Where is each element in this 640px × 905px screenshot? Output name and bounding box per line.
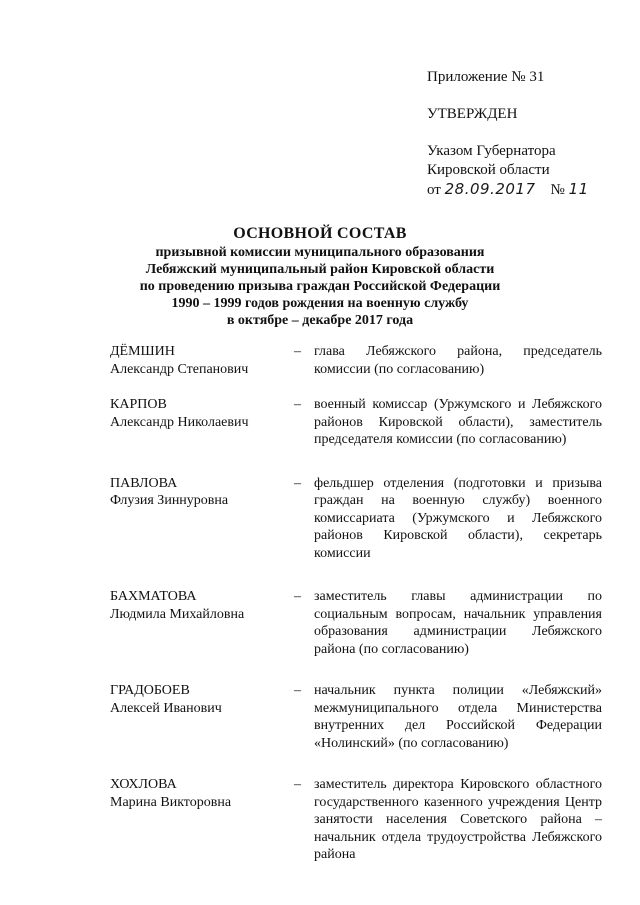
member-given-names: Александр Степанович [110,361,249,377]
member-given-names: Алексей Иванович [110,700,222,716]
member-role: начальник пункта полиции «Лебяжский» межмуниципального отдела Министерства внутренних дел Российской Федерации «Нолинский» (по согласованию) [314,683,602,751]
member-dash: – [294,777,301,792]
member-row [110,682,602,752]
member-row [110,396,602,449]
member-row [110,343,602,378]
member-surname: ГРАДОБОЕВ [110,683,190,698]
title-line-5: в октябре – декабре 2017 года [226,313,414,328]
member-surname: ПАВЛОВА [110,475,178,491]
decree-date-line [427,180,627,200]
members-list [110,343,602,864]
member-dash: – [294,683,301,698]
member-row [110,588,602,658]
document-title-block [90,224,550,329]
member-row [110,776,602,864]
approved-stamp-text: УТВЕРЖДЕН [427,106,518,122]
title-line-3: по проведению призыва граждан Российской Федерации [139,279,501,294]
member-name [110,776,290,864]
member-dash: – [294,397,301,412]
handwritten-number: 11 [568,180,589,198]
member-name [110,343,290,378]
member-dash: – [294,589,301,604]
title-line-4: 1990 – 1999 годов рождения на военную службу [171,296,469,311]
handwritten-date: 28.09.2017 [444,180,536,198]
member-given-names: Флузия Зиннуровна [110,493,229,508]
member-name [110,588,290,658]
member-row [110,475,602,563]
decree-issuer: Указом Губернатора [427,143,556,159]
member-role: заместитель директора Кировского областного государственного казенного учреждения Центр занятости населения Советского района – начальник отдела трудоустройства Лебяжского района [314,777,602,862]
member-name [110,396,290,449]
member-given-names: Марина Викторовна [110,794,232,810]
member-role: фельдшер отделения (подготовки и призыва граждан на военную службу) военного комиссариата (Уржумского и Лебяжского районов Кировской области), секретарь комиссии [314,475,602,561]
member-role: военный комиссар (Уржумского и Лебяжского районов Кировской области), заместитель председателя комиссии (по согласованию) [314,397,602,447]
approval-block [427,68,627,200]
member-role: глава Лебяжского района, председатель комиссии (по согласованию) [314,344,602,377]
member-surname: БАХМАТОВА [110,589,197,604]
number-sign: № [550,182,565,198]
title-line-2: Лебяжский муниципальный район Кировской области [145,262,495,277]
member-surname: ДЁМШИН [110,344,175,359]
appendix-number: Приложение № 31 [427,69,545,85]
title-line-1: призывной комиссии муниципального образования [155,245,485,260]
member-name [110,475,290,563]
member-dash: – [294,475,301,491]
member-surname: ХОХЛОВА [110,777,177,792]
member-surname: КАРПОВ [110,397,167,412]
member-name [110,682,290,752]
member-given-names: Людмила Михайловна [110,606,245,622]
document-title: ОСНОВНОЙ СОСТАВ [233,225,407,242]
date-prefix: от [427,182,441,198]
decree-region: Кировской области [427,162,550,178]
member-given-names: Александр Николаевич [110,414,249,430]
member-dash: – [294,344,301,359]
member-role: заместитель главы администрации по социальным вопросам, начальник управления образования администрации Лебяжского района (по согласованию) [314,589,602,657]
